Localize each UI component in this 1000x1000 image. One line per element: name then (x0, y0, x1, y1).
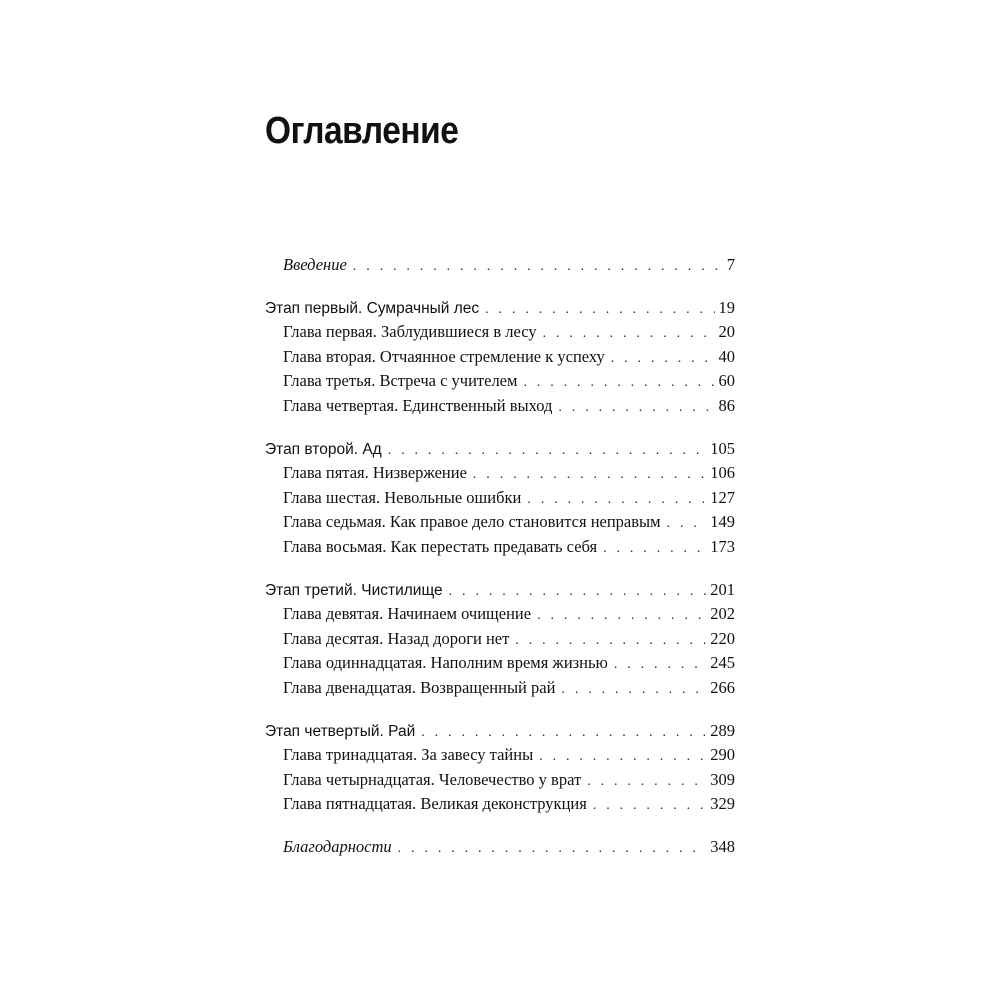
dot-leader (388, 443, 707, 459)
dot-leader (603, 541, 706, 557)
toc-page-number: 86 (715, 396, 736, 416)
toc-chapter-8[interactable] (265, 537, 735, 562)
dot-leader (473, 467, 706, 483)
toc-chapter-label: Глава вторая. Отчаянное стремление к успеху (283, 347, 611, 367)
toc-chapter-label: Глава четвертая. Единственный выход (283, 396, 558, 416)
toc-page-number: 19 (715, 298, 736, 318)
toc-chapter-4[interactable] (265, 396, 735, 421)
toc-page-number: 245 (706, 653, 735, 673)
section-gap (265, 562, 735, 580)
toc-chapter-label: Глава одиннадцатая. Наполним время жизнью (283, 653, 614, 673)
toc-page-number: 309 (706, 770, 735, 790)
toc-chapter-label: Глава пятнадцатая. Великая деконструкция (283, 794, 593, 814)
toc-page-number: 105 (706, 439, 735, 459)
toc-page-number: 220 (706, 629, 735, 649)
section-gap (265, 819, 735, 837)
toc-chapter-11[interactable] (265, 653, 735, 678)
toc-entry-intro[interactable] (265, 255, 735, 280)
dot-leader (523, 375, 714, 391)
dot-leader (543, 326, 715, 342)
toc-entry-acknowledgements[interactable] (265, 837, 735, 862)
dot-leader (353, 259, 723, 275)
toc-part-label: Этап второй. Ад (265, 441, 388, 459)
toc-page-number: 127 (706, 488, 735, 508)
toc-page-number: 7 (723, 255, 735, 275)
toc-page-number: 149 (706, 512, 735, 532)
dot-leader (421, 725, 706, 741)
toc-part-label: Этап четвертый. Рай (265, 723, 421, 741)
toc-chapter-5[interactable] (265, 463, 735, 488)
dot-leader (614, 657, 706, 673)
toc-chapter-1[interactable] (265, 322, 735, 347)
toc-chapter-13[interactable] (265, 745, 735, 770)
toc-chapter-label: Глава десятая. Назад дороги нет (283, 629, 515, 649)
toc-part-4[interactable] (265, 721, 735, 746)
dot-leader (449, 584, 707, 600)
toc-chapter-label: Глава четырнадцатая. Человечество у врат (283, 770, 587, 790)
toc-page-number: 201 (706, 580, 735, 600)
dot-leader (485, 302, 714, 318)
toc-chapter-label: Глава тринадцатая. За завесу тайны (283, 745, 539, 765)
toc-page-number: 289 (706, 721, 735, 741)
toc-chapter-2[interactable] (265, 347, 735, 372)
toc-chapter-6[interactable] (265, 488, 735, 513)
toc-chapter-15[interactable] (265, 794, 735, 819)
table-of-contents (265, 255, 735, 861)
toc-chapter-7[interactable] (265, 512, 735, 537)
toc-chapter-10[interactable] (265, 629, 735, 654)
toc-page-number: 40 (715, 347, 736, 367)
dot-leader (398, 841, 707, 857)
dot-leader (527, 492, 706, 508)
toc-page-number: 348 (706, 837, 735, 857)
toc-chapter-label: Глава третья. Встреча с учителем (283, 371, 523, 391)
toc-chapter-3[interactable] (265, 371, 735, 396)
dot-leader (558, 400, 714, 416)
section-gap (265, 703, 735, 721)
toc-chapter-label: Глава седьмая. Как правое дело становится неправым (283, 512, 667, 532)
toc-entry-label: Введение (283, 255, 353, 275)
toc-chapter-label: Глава первая. Заблудившиеся в лесу (283, 322, 543, 342)
toc-page-number: 20 (715, 322, 736, 342)
dot-leader (587, 774, 706, 790)
toc-part-1[interactable] (265, 298, 735, 323)
toc-page-number: 290 (706, 745, 735, 765)
toc-chapter-14[interactable] (265, 770, 735, 795)
toc-chapter-label: Глава восьмая. Как перестать предавать себя (283, 537, 603, 557)
toc-chapter-label: Глава девятая. Начинаем очищение (283, 604, 537, 624)
toc-page-number: 202 (706, 604, 735, 624)
toc-chapter-12[interactable] (265, 678, 735, 703)
toc-page-number: 60 (715, 371, 736, 391)
section-gap (265, 280, 735, 298)
dot-leader (561, 682, 706, 698)
toc-part-3[interactable] (265, 580, 735, 605)
dot-leader (593, 798, 706, 814)
toc-page-number: 329 (706, 794, 735, 814)
toc-part-2[interactable] (265, 439, 735, 464)
dot-leader (515, 633, 706, 649)
toc-part-label: Этап первый. Сумрачный лес (265, 300, 485, 318)
toc-page-number: 173 (706, 537, 735, 557)
dot-leader (539, 749, 706, 765)
toc-chapter-label: Глава шестая. Невольные ошибки (283, 488, 527, 508)
toc-page-number: 266 (706, 678, 735, 698)
page-title: Оглавление (265, 110, 459, 152)
section-gap (265, 421, 735, 439)
toc-page-number: 106 (706, 463, 735, 483)
toc-entry-label: Благодарности (283, 837, 398, 857)
dot-leader (667, 516, 707, 532)
toc-chapter-label: Глава пятая. Низвержение (283, 463, 473, 483)
toc-part-label: Этап третий. Чистилище (265, 582, 449, 600)
toc-chapter-9[interactable] (265, 604, 735, 629)
toc-chapter-label: Глава двенадцатая. Возвращенный рай (283, 678, 561, 698)
dot-leader (611, 351, 715, 367)
dot-leader (537, 608, 706, 624)
